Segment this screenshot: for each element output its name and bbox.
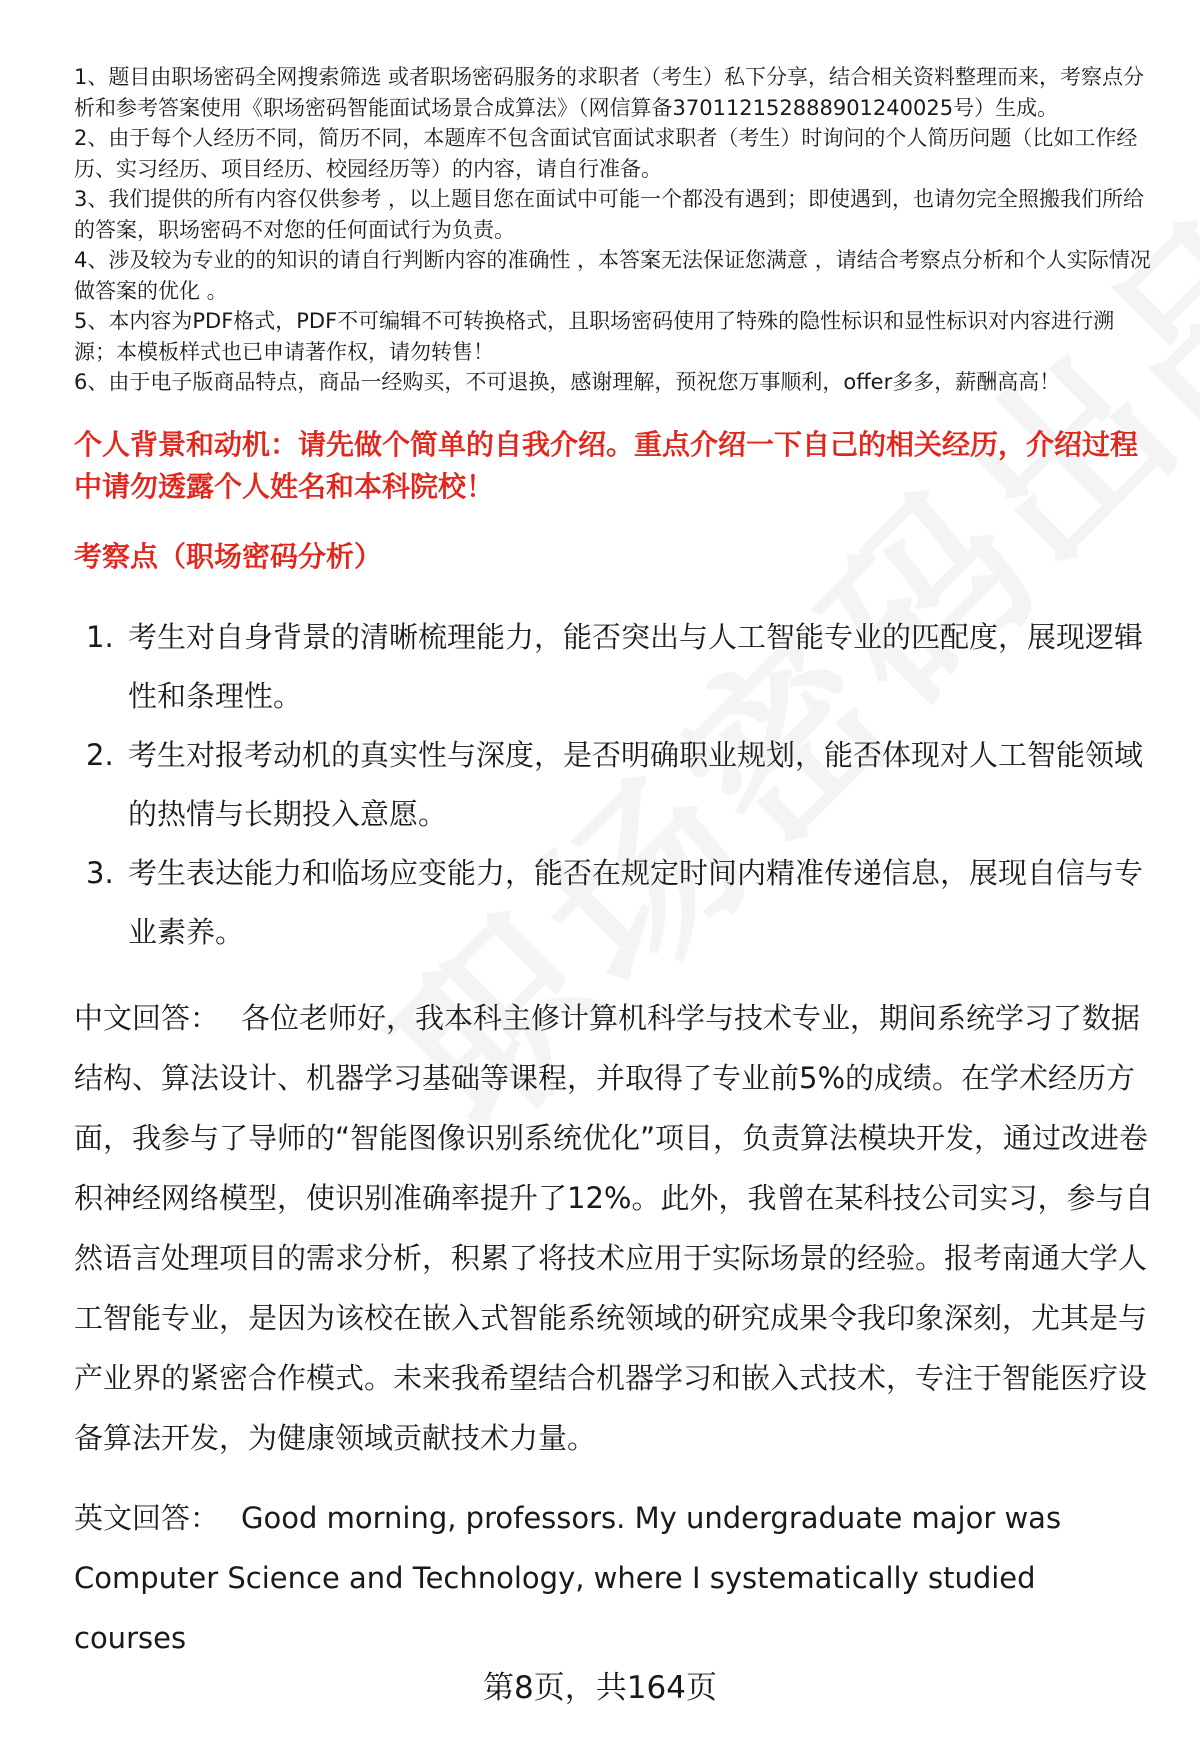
english-answer-text: Good morning, professors. My undergraduate major was Computer Science and Technology, where I systematically studied courses [74,1500,1062,1655]
disclaimer-item: 2、由于每个人经历不同，简历不同，本题库不包含面试官面试求职者（考生）时询问的个人简历问题（比如工作经历、实习经历、项目经历、校园经历等）的内容，请自行准备。 [74,126,1138,181]
disclaimer-block [74,62,1154,398]
page-number: 第8页，共164页 [483,1670,717,1706]
list-number: 2. [86,737,114,772]
chinese-answer [74,988,1154,1468]
assessment-points-list [74,608,1154,962]
question-title: 个人背景和动机：请先做个简单的自我介绍。重点介绍一下自己的相关经历，介绍过程中请勿透露个人姓名和本科院校！ [74,427,1139,503]
list-item [74,726,1154,844]
english-answer [74,1488,1154,1668]
list-item-text: 考生对报考动机的真实性与深度，是否明确职业规划，能否体现对人工智能领域的热情与长期投入意愿。 [128,737,1144,831]
disclaimer-item: 5、本内容为PDF格式，PDF不可编辑不可转换格式，且职场密码使用了特殊的隐性标识和显性标识对内容进行溯源；本模板样式也已申请著作权，请勿转售！ [74,309,1115,364]
disclaimer-item: 4、涉及较为专业的的知识的请自行判断内容的准确性 ，本答案无法保证您满意 ，请结合考察点分析和个人实际情况做答案的优化 。 [74,248,1151,303]
list-item [74,608,1154,726]
points-heading: 考察点（职场密码分析） [74,539,383,573]
list-item-text: 考生表达能力和临场应变能力，能否在规定时间内精准传递信息，展现自信与专业素养。 [128,855,1144,949]
list-number: 3. [86,855,114,890]
chinese-answer-label: 中文回答： [74,1000,220,1035]
list-number: 1. [86,619,114,654]
disclaimer-item: 3、我们提供的所有内容仅供参考 ，以上题目您在面试中可能一个都没有遇到；即使遇到，也请勿完全照搬我们所给的答案，职场密码不对您的任何面试行为负责。 [74,187,1145,242]
english-answer-label: 英文回答： [74,1500,220,1535]
disclaimer-item: 6、由于电子版商品特点，商品一经购买，不可退换，感谢理解，预祝您万事顺利，offer多多，薪酬高高！ [74,370,1061,394]
disclaimer-item: 1、题目由职场密码全网搜索筛选 或者职场密码服务的求职者（考生）私下分享，结合相关资料整理而来，考察点分析和参考答案使用《职场密码智能面试场景合成算法》（网信算备370112152888901240025号）生成。 [74,65,1145,120]
list-item [74,844,1154,962]
chinese-answer-text: 各位老师好，我本科主修计算机科学与技术专业，期间系统学习了数据结构、算法设计、机器学习基础等课程，并取得了专业前5%的成绩。在学术经历方面，我参与了导师的“智能图像识别系统优化”项目，负责算法模块开发，通过改进卷积神经网络模型，使识别准确率提升了12%。此外，我曾在某科技公司实习，参与自然语言处理项目的需求分析，积累了将技术应用于实际场景的经验。报考南通大学人工智能专业，是因为该校在嵌入式智能系统领域的研究成果令我印象深刻，尤其是与产业界的紧密合作模式。未来我希望结合机器学习和嵌入式技术，专注于智能医疗设备算法开发，为健康领域贡献技术力量。 [74,1000,1154,1455]
list-item-text: 考生对自身背景的清晰梳理能力，能否突出与人工智能专业的匹配度，展现逻辑性和条理性。 [128,619,1144,713]
document-page [74,62,1154,1668]
